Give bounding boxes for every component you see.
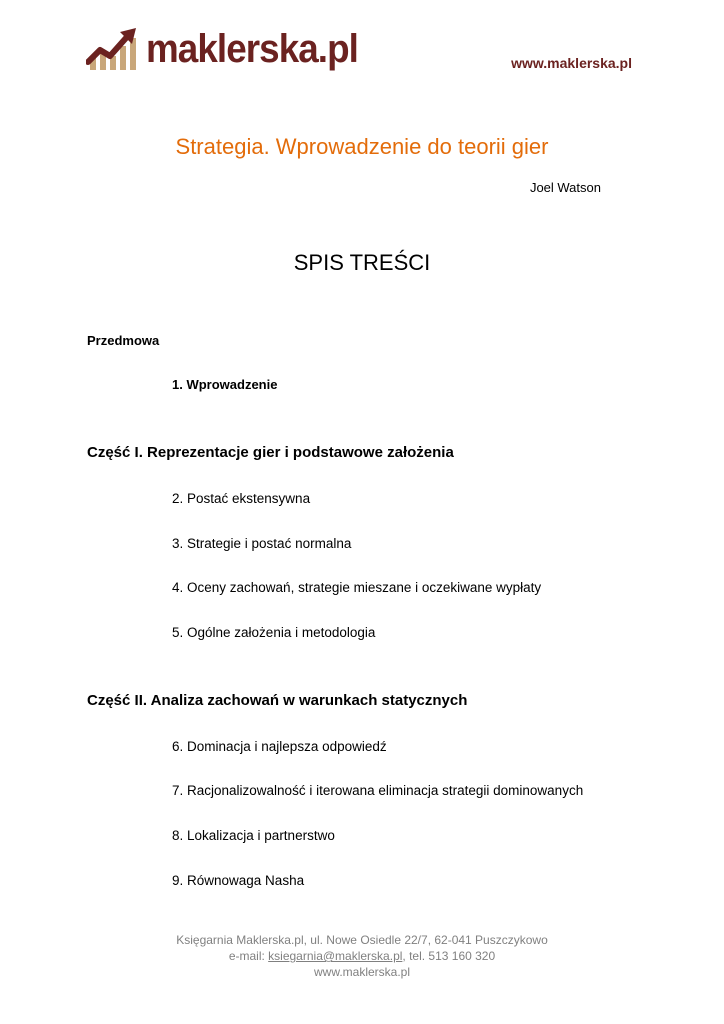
toc-chapter-7: 7. Racjonalizowalność i iterowana eliminacja strategii dominowanych	[172, 783, 584, 798]
toc-chapter-1: 1. Wprowadzenie	[172, 377, 278, 392]
toc-heading: SPIS TREŚCI	[293, 250, 431, 275]
footer-email-prefix: e-mail:	[228, 949, 269, 963]
footer-address: Księgarnia Maklerska.pl, ul. Nowe Osiedle 22/7, 62-041 Puszczykowo	[176, 933, 548, 947]
footer-email-link[interactable]: ksiegarnia@maklerska.pl	[268, 949, 403, 963]
logo-wordmark: maklerska.pl	[146, 27, 358, 71]
book-author: Joel Watson	[529, 180, 601, 195]
toc-chapter-9: 9. Równowaga Nasha	[172, 873, 305, 888]
footer-contact	[0, 948, 724, 964]
footer-phone: , tel. 513 160 320	[402, 949, 496, 963]
toc-chapter-4: 4. Oceny zachowań, strategie mieszane i oczekiwane wypłaty	[172, 580, 542, 595]
toc-preface: Przedmowa	[87, 333, 160, 348]
toc-part-2: Część II. Analiza zachowań w warunkach statycznych	[87, 692, 468, 709]
footer-site-url[interactable]: www.maklerska.pl	[313, 965, 411, 979]
logo[interactable]	[86, 26, 356, 72]
book-title: Strategia. Wprowadzenie do teorii gier	[175, 134, 549, 159]
toc-part-1: Część I. Reprezentacje gier i podstawowe założenia	[87, 444, 454, 461]
toc-chapter-3: 3. Strategie i postać normalna	[172, 536, 352, 551]
toc-chapter-6: 6. Dominacja i najlepsza odpowiedź	[172, 739, 387, 754]
toc-chapter-8: 8. Lokalizacja i partnerstwo	[172, 828, 335, 843]
toc-chapter-2: 2. Postać ekstensywna	[172, 491, 311, 506]
toc-chapter-5: 5. Ogólne założenia i metodologia	[172, 625, 376, 640]
header-site-url[interactable]: www.maklerska.pl	[511, 55, 632, 71]
rising-chart-arrow-icon	[86, 26, 144, 72]
footer	[0, 932, 724, 980]
